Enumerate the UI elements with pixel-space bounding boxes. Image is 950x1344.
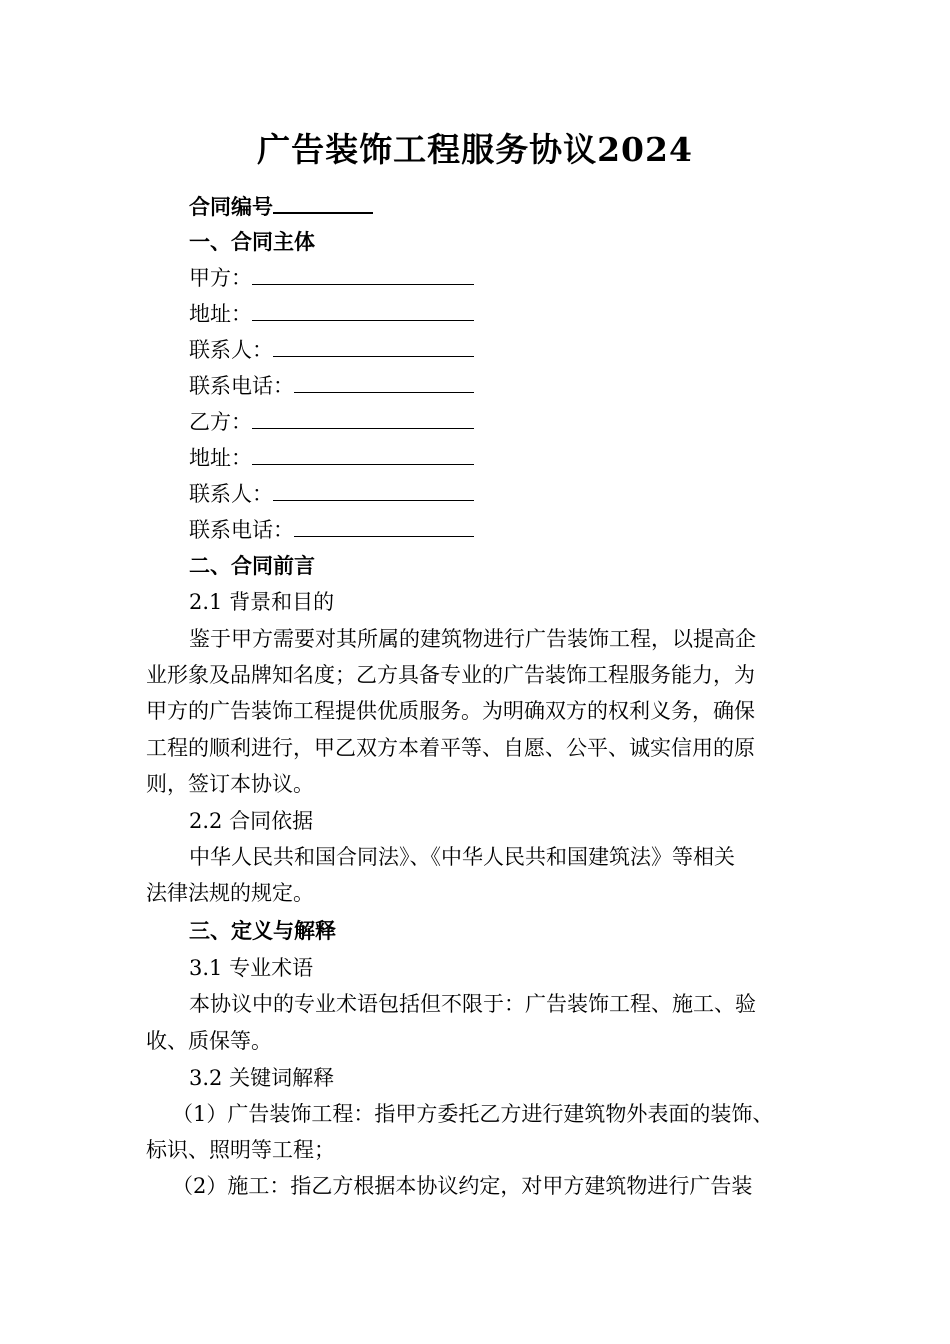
section-3-heading: 三、定义与解释 (189, 918, 336, 943)
paragraph-line: 法律法规的规定。 (146, 881, 314, 905)
party-a-address-row (189, 300, 859, 328)
field-label: 乙方： (189, 410, 252, 434)
field-blank[interactable] (252, 410, 474, 429)
paragraph-line: （2）施工：指乙方根据本协议约定，对甲方建筑物进行广告装 (172, 1174, 753, 1198)
field-label: 联系人： (189, 482, 273, 506)
paragraph-line: 标识、照明等工程； (146, 1138, 335, 1162)
paragraph-line: 鉴于甲方需要对其所属的建筑物进行广告装饰工程，以提高企 (189, 627, 756, 651)
paragraph-line: 收、质保等。 (146, 1029, 272, 1053)
contract-number-row (189, 192, 859, 221)
subsection-title: 2.2 合同依据 (189, 809, 314, 833)
contract-number-label: 合同编号 (189, 194, 273, 219)
paragraph-line: 业形象及品牌知名度；乙方具备专业的广告装饰工程服务能力，为 (146, 663, 755, 687)
field-blank[interactable] (273, 482, 474, 501)
paragraph-line: 本协议中的专业术语包括但不限于：广告装饰工程、施工、验 (189, 992, 756, 1016)
section-2-heading: 二、合同前言 (189, 553, 315, 578)
field-blank[interactable] (252, 266, 474, 285)
field-blank[interactable] (294, 374, 474, 393)
party-b-phone-row (189, 516, 859, 544)
party-a-phone-row (189, 372, 859, 400)
party-b-contact-row (189, 480, 859, 508)
paragraph-line: 中华人民共和国合同法》、《中华人民共和国建筑法》等相关 (189, 845, 735, 869)
field-label: 地址： (189, 446, 252, 470)
party-b-row (189, 408, 859, 436)
field-blank[interactable] (294, 518, 474, 537)
party-b-address-row (189, 444, 859, 472)
section-1-heading: 一、合同主体 (189, 229, 315, 254)
party-a-contact-row (189, 336, 859, 364)
paragraph-line: 甲方的广告装饰工程提供优质服务。为明确双方的权利义务，确保 (146, 699, 755, 723)
field-label: 联系电话： (189, 374, 294, 398)
subsection-title: 2.1 背景和目的 (189, 590, 335, 614)
paragraph-line: 工程的顺利进行，甲乙双方本着平等、自愿、公平、诚实信用的原 (146, 736, 755, 760)
paragraph-line: （1）广告装饰工程：指甲方委托乙方进行建筑物外表面的装饰、 (172, 1102, 774, 1126)
subsection-title: 3.1 专业术语 (189, 956, 314, 980)
field-label: 地址： (189, 302, 252, 326)
document-title: 广告装饰工程服务协议2024 (257, 130, 693, 169)
field-label: 联系电话： (189, 518, 294, 542)
paragraph-line: 则，签订本协议。 (146, 772, 314, 796)
field-label: 联系人： (189, 338, 273, 362)
subsection-title: 3.2 关键词解释 (189, 1066, 335, 1090)
contract-number-blank[interactable] (273, 192, 373, 214)
field-blank[interactable] (252, 446, 474, 465)
field-blank[interactable] (273, 338, 474, 357)
party-a-row (189, 264, 859, 292)
field-label: 甲方： (189, 266, 252, 290)
field-blank[interactable] (252, 302, 474, 321)
